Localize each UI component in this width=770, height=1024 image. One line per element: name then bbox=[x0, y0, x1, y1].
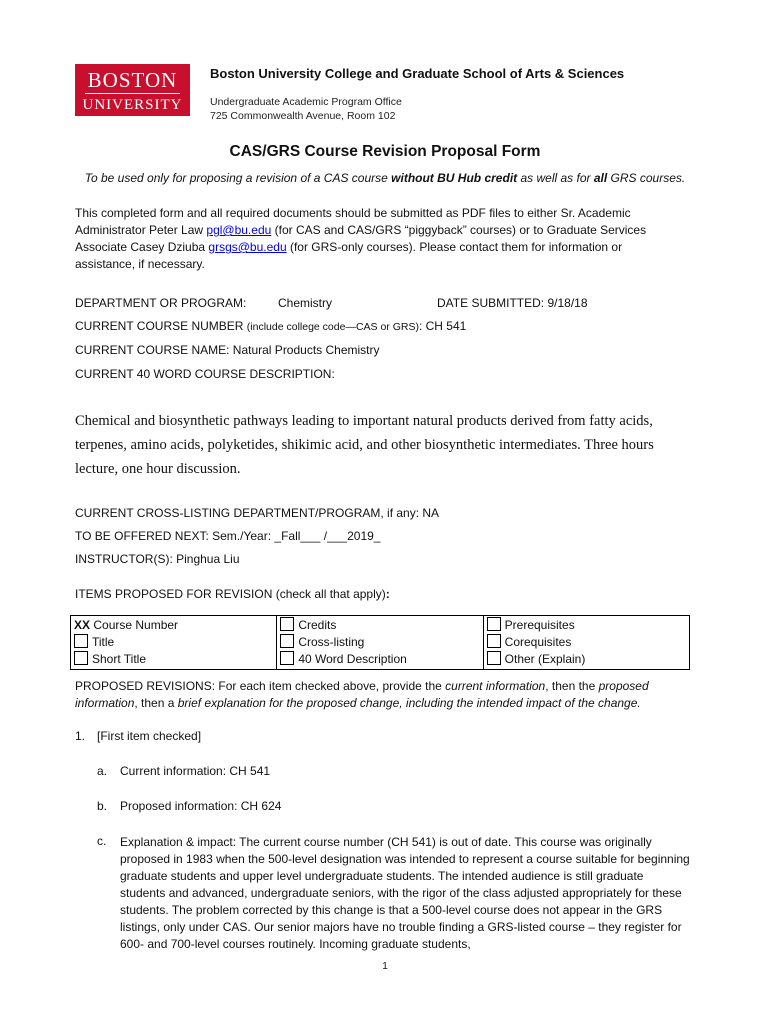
bu-logo bbox=[75, 64, 190, 116]
cross-listing-field: CURRENT CROSS-LISTING DEPARTMENT/PROGRAM, if any: NA bbox=[75, 506, 440, 520]
institution-name: Boston University College and Graduate School of Arts & Sciences bbox=[210, 66, 625, 81]
form-title: CAS/GRS Course Revision Proposal Form bbox=[229, 143, 541, 160]
course-number-note: (include college code—CAS or GRS) bbox=[246, 321, 419, 333]
checkbox-other[interactable] bbox=[487, 651, 686, 668]
checkbox-label: Cross-listing bbox=[298, 635, 365, 649]
checkbox-corequisites[interactable] bbox=[487, 634, 686, 651]
office-name: Undergraduate Academic Program Office bbox=[210, 96, 402, 108]
checkbox-label: Other (Explain) bbox=[504, 652, 586, 666]
item-1-number: 1. bbox=[75, 729, 86, 743]
checkbox-short-title[interactable] bbox=[74, 651, 273, 668]
checked-mark: XX bbox=[74, 618, 91, 632]
course-number-label: CURRENT COURSE NUMBER bbox=[75, 319, 247, 333]
date-submitted-field bbox=[437, 296, 588, 310]
item-1-label: [First item checked] bbox=[97, 729, 202, 743]
checkbox-icon[interactable] bbox=[280, 651, 294, 665]
instructions-text: (for CAS and CAS/GRS “piggyback” courses) or to Graduate Services Associate Casey Dziuba bbox=[75, 223, 647, 254]
checkbox-label: Credits bbox=[298, 618, 337, 632]
revision-items-table bbox=[70, 615, 690, 670]
logo-line-2: UNIVERSITY bbox=[82, 97, 183, 113]
description-label: CURRENT 40 WORD COURSE DESCRIPTION: bbox=[75, 367, 335, 381]
item-b-letter: b. bbox=[97, 799, 108, 813]
subtitle-text: GRS courses. bbox=[607, 171, 686, 185]
checklist-column-3 bbox=[483, 616, 689, 670]
checkbox-icon[interactable] bbox=[487, 634, 501, 648]
checkbox-label: Corequisites bbox=[504, 635, 572, 649]
checkbox-label: Title bbox=[92, 635, 115, 649]
email-link-grs[interactable]: grsgs@bu.edu bbox=[208, 240, 287, 254]
current-information: Current information: CH 541 bbox=[120, 764, 271, 778]
course-number-value: : CH 541 bbox=[418, 319, 467, 333]
page-number: 1 bbox=[382, 961, 388, 972]
revisions-emphasis: proposed information bbox=[75, 679, 649, 710]
instructions-text: This completed form and all required documents should be submitted as PDF files to either Sr. Academic Administrator Peter Law bbox=[75, 206, 631, 237]
item-c-letter: c. bbox=[97, 834, 107, 848]
checkbox-icon[interactable] bbox=[280, 634, 294, 648]
checkbox-credits[interactable] bbox=[280, 617, 479, 634]
revisions-intro bbox=[75, 678, 685, 712]
checkbox-label: Course Number bbox=[93, 618, 179, 632]
checkbox-label: Short Title bbox=[92, 652, 147, 666]
logo-rule bbox=[85, 93, 180, 94]
instructors-field: INSTRUCTOR(S): Pinghua Liu bbox=[75, 552, 240, 566]
checkbox-icon[interactable] bbox=[487, 651, 501, 665]
department-label: DEPARTMENT OR PROGRAM: bbox=[75, 296, 247, 310]
department-value: Chemistry bbox=[278, 296, 333, 310]
email-link-cas[interactable]: pgl@bu.edu bbox=[206, 223, 272, 237]
course-description: Chemical and biosynthetic pathways leading to important natural products derived from fatty acids, terpenes, amino acids, polyketides, shikimic acid, and other biosynthetic intermediates. Three hours lecture, one hour discussion. bbox=[75, 413, 654, 477]
explanation-impact: Explanation & impact: The current course number (CH 541) is out of date. This course was originally proposed in 1983 when the 500-level designation was intended to represent a course suitable for beginning graduate students and upper level undergraduate students. The intended audience is still graduate students and advanced, undergraduate seniors, with the rigor of the class adjusted appropriately for these students. The problem corrected by this change is that a 500-level course does not appear in the GRS listings, only under CAS. Our senior majors have no trouble finding a GRS-listed course – they register for 600- and 700-level courses routinely. Incoming graduate students, bbox=[120, 835, 690, 951]
checkbox-icon[interactable] bbox=[487, 617, 501, 631]
item-a-letter: a. bbox=[97, 764, 108, 778]
checkbox-icon[interactable] bbox=[74, 651, 88, 665]
revisions-emphasis: current information bbox=[445, 679, 546, 693]
subtitle-text: as well as for bbox=[517, 171, 594, 185]
items-label-text: ITEMS PROPOSED FOR REVISION (check all that apply) bbox=[75, 587, 386, 601]
subtitle-text: To be used only for proposing a revision of a CAS course bbox=[84, 171, 392, 185]
revisions-text: PROPOSED REVISIONS: For each item checked above, provide the bbox=[75, 679, 446, 693]
proposed-information: Proposed information: CH 624 bbox=[120, 799, 282, 813]
date-label: DATE SUBMITTED: bbox=[437, 296, 545, 310]
revisions-text: , then a bbox=[134, 696, 178, 710]
revisions-emphasis: brief explanation for the proposed change, including the intended impact of the change. bbox=[177, 696, 641, 710]
checkbox-course-number[interactable] bbox=[74, 617, 273, 634]
subtitle-emphasis: without BU Hub credit bbox=[391, 171, 518, 185]
offered-next-field: TO BE OFFERED NEXT: Sem./Year: _Fall___ /___2019_ bbox=[75, 529, 381, 543]
checkbox-icon[interactable] bbox=[280, 617, 294, 631]
items-label-colon: : bbox=[385, 587, 390, 601]
checkbox-cross-listing[interactable] bbox=[280, 634, 479, 651]
checkbox-description[interactable] bbox=[280, 651, 479, 668]
checkbox-label: Prerequisites bbox=[504, 618, 575, 632]
submission-instructions bbox=[75, 205, 675, 273]
revisions-text: , then the bbox=[545, 679, 599, 693]
office-address: 725 Commonwealth Avenue, Room 102 bbox=[210, 110, 396, 122]
department-field bbox=[75, 296, 246, 310]
subtitle-emphasis: all bbox=[593, 171, 608, 185]
checkbox-icon[interactable] bbox=[74, 634, 88, 648]
items-label bbox=[75, 587, 390, 601]
instructions-text: (for GRS-only courses). Please contact them for information or assistance, if necessary. bbox=[75, 240, 623, 271]
course-name-field: CURRENT COURSE NAME: Natural Products Chemistry bbox=[75, 343, 380, 357]
checkbox-prerequisites[interactable] bbox=[487, 617, 686, 634]
checkbox-title[interactable] bbox=[74, 634, 273, 651]
date-value: 9/18/18 bbox=[547, 296, 588, 310]
checklist-column-1 bbox=[71, 616, 277, 670]
form-subtitle bbox=[0, 171, 770, 185]
checklist-column-2 bbox=[277, 616, 483, 670]
course-number-field bbox=[75, 319, 466, 333]
checkbox-label: 40 Word Description bbox=[298, 652, 407, 666]
logo-line-1: BOSTON bbox=[87, 68, 178, 92]
